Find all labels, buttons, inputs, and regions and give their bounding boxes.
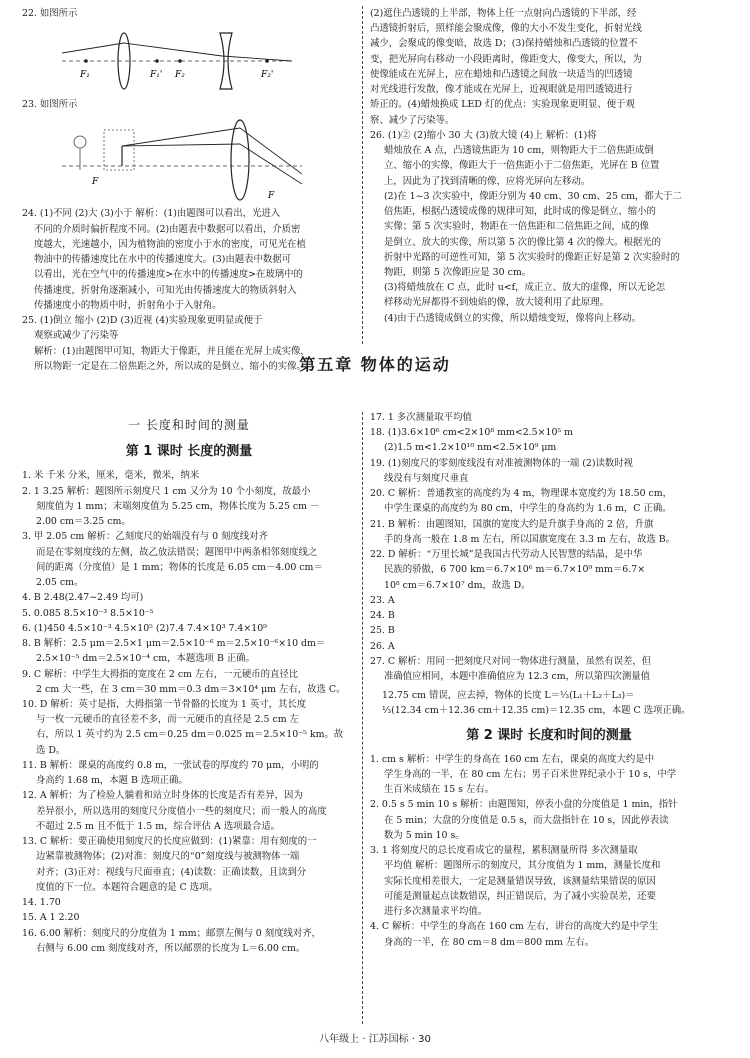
q22-label: 22. 如图所示 <box>22 8 78 19</box>
answer-line: 身高约 1.68 m，本题 B 选项正确。 <box>36 775 188 787</box>
answer-line: 度值的下一位。本题符合题意的是 C 选项。 <box>36 881 218 893</box>
answer-line: 26. A <box>370 640 395 652</box>
answer-line: 而是在零刻度线的左侧，故乙放法错误；题图甲中两条相邻刻度线之 <box>36 546 318 558</box>
f1-prime-label: F₁' <box>150 70 163 81</box>
answer-line: 2. 1 3.25 解析：题图所示刻度尺 1 cm 又分为 10 个小刻度，故最小 <box>22 485 311 497</box>
answer-line: 13. C 解析：要正确使用刻度尺的长度应做到：(1)紧靠：用有刻度的一 <box>22 836 317 848</box>
q24-line: 不同的介质时偏折程度不同。(2)由题表中数据可以看出，介质密 <box>34 223 301 235</box>
answer-line: 19. (1)刻度尺的零刻度线没有对准被测物体的一端 (2)读数时视 <box>370 457 634 469</box>
lesson-2-title: 第 2 课时 长度和时间的测量 <box>466 727 632 743</box>
answer-line: 4. B 2.48(2.47~2.49 均可) <box>22 592 144 604</box>
answer-line: 14. 1.70 <box>22 897 61 909</box>
answer-line: 16. 6.00 解析：刻度尺的分度值为 1 mm；邮票左侧与 0 刻度线对齐， <box>22 927 321 939</box>
cont-line: 对光线进行发散，像才能成在光屏上，近视眼就是用凹透镜进行 <box>370 84 633 96</box>
answer-line: 身高的一半，在 80 cm＝8 dm＝800 mm 左右。 <box>384 936 595 948</box>
q26-line: 倍焦距，根据凸透镜成像的规律可知，此时成的像是倒立、缩小的 <box>384 206 656 218</box>
answer-line: 可能是测量起点读数错误，纠正错误后，为了减小实验误差，还要 <box>384 890 656 902</box>
top-right-column <box>370 6 728 326</box>
section-title: 一 长度和时间的测量 <box>128 418 250 432</box>
answer-line: 17. 1 多次测量取平均值 <box>370 412 472 423</box>
q26-line: (4)由于凸透镜成倒立的实像，所以蜡烛变短，像将向上移动。 <box>384 312 642 324</box>
answer-line: 数为 5 min 10 s。 <box>384 829 465 841</box>
column-divider-bottom <box>362 412 363 1024</box>
q26-line: 立、缩小的实像，像距大于一倍焦距小于二倍焦距，光屏在 B 位置 <box>384 160 660 172</box>
answer-line: 1. cm s 解析：中学生的身高在 160 cm 左右，课桌的高度大约是中 <box>370 753 655 765</box>
f-right-label: F <box>268 191 275 202</box>
q26-line: 折射中光路的可逆性可知，第 5 次实验时的像距正好是第 2 次实验时的 <box>384 251 680 263</box>
top-left-column <box>22 6 356 374</box>
column-divider-top <box>362 6 363 344</box>
answer-line: 2.5×10⁻⁵ dm＝2.5×10⁻⁴ cm，本题选项 B 正确。 <box>36 653 256 665</box>
answer-line: 学生身高的一半，在 80 cm 左右；男子百米世界纪录小于 10 s，中学 <box>384 768 677 780</box>
answer-line: 手的身高一般在 1.8 m 左右，所以国旗宽度在 3.3 m 左右，故选 B。 <box>384 533 675 545</box>
answer-line: 线没有与刻度尺垂直 <box>384 472 469 484</box>
chapter-title: 第五章 物体的运动 <box>299 355 451 374</box>
q26-line: 实像；第 5 次实验时，物距在一倍焦距和二倍焦距之间，成的像 <box>384 221 650 233</box>
lesson-1-answers <box>22 468 356 956</box>
q23-eye-lens-diagram <box>62 114 302 202</box>
answer-line: 选 D。 <box>36 744 66 756</box>
cont-line: 减少，会聚成的像变暗，故选 D；(3)保持蜡烛和凸透镜的位置不 <box>370 38 638 50</box>
page-footer: 八年级上 · 江苏国标 · 30 <box>319 1034 431 1045</box>
f1-label: F₁ <box>80 70 90 81</box>
cont-line: 矫正的。(4)蜡烛换成 LED 灯的优点：实验现象更明显、便于观 <box>370 99 635 111</box>
f2-prime-label: F₂' <box>261 70 274 81</box>
answer-line: 9. C 解析：中学生大拇指的宽度在 2 cm 左右，一元硬币的直径比 <box>22 668 299 680</box>
cont-line: 凸透镜折射后，照样能会聚成像，像的大小不发生变化，折射光线 <box>370 23 642 35</box>
q23-label: 23. 如图所示 <box>22 99 78 111</box>
answer-line: 18. (1)3.6×10⁶ cm<2×10⁸ mm<2.5×10⁵ m <box>370 427 574 439</box>
cont-line: 使像能成在光屏上，应在蜡烛和凸透镜之间放一块适当的凹透镜 <box>370 68 633 80</box>
q26-line: 样移动光屏都得不到烛焰的像，放大镜利用了此原理。 <box>384 297 610 309</box>
bottom-left-column <box>22 414 356 956</box>
answer-line: 不超过 2.5 m 且不低于 1.5 m，综合评估 A 选项最合适。 <box>36 820 280 832</box>
q24-line: 以看出，光在空气中的传播速度>在水中的传播速度>在玻璃中的 <box>34 269 303 281</box>
answer-line: 对齐；(3)正对：视线与尺面垂直；(4)读数：正确读数，且读到分 <box>36 866 307 878</box>
q27-formula-line-2: ⅓(12.34 cm＋12.36 cm＋12.35 cm)＝12.35 cm，本题 C 选项正确。 <box>382 705 691 717</box>
q26-line: 26. (1)② (2)缩小 30 大 (3)放大镜 (4)上 解析：(1)将 <box>370 129 597 141</box>
answer-line: 2.05 cm。 <box>36 577 84 589</box>
answer-line: 边紧靠被测物体；(2)对准：刻度尺的“0”刻度线与被测物体一端 <box>36 851 300 863</box>
answer-line: 5. 0.085 8.5×10⁻³ 8.5×10⁻⁵ <box>22 607 154 619</box>
answer-line: 与一枚一元硬币的直径差不多，而一元硬币的直径是 2.5 cm 左 <box>36 714 299 726</box>
q26-line: 上，因此为了找到清晰的像，应将光屏向左移动。 <box>384 175 591 187</box>
q24-line: 物油中的传播速度比在水中的传播速度大。(3)由题表中数据可 <box>34 254 292 266</box>
answer-line: 12. A 解析：为了检验人躺着和站立时身体的长度是否有差异，因为 <box>22 790 303 802</box>
answer-line: 20. C 解析：普通教室的高度约为 4 m，物理课本宽度约为 18.50 cm， <box>370 488 673 500</box>
answer-line: 在 5 min；大盘的分度值是 0.5 s，而大盘指针在 10 s，因此停表读 <box>384 814 669 826</box>
answer-line: 中学生课桌的高度约为 80 cm，中学生的身高约为 1.6 m，C 正确。 <box>384 503 672 515</box>
q24-line: 传播速度，折射角逐渐减小，可知光由传播速度大的物质斜射入 <box>34 284 297 296</box>
answer-line: 差异很小，所以选用的刻度尺分度值小一些的刻度尺；而一般人的高度 <box>36 805 327 817</box>
answer-line: 平均值 解析：题图所示的刻度尺，其分度值为 1 mm，测量长度和 <box>384 860 661 872</box>
answer-line: 实际长度相差很大，一定是测量错误导致，该测量结果错误的原因 <box>384 875 656 887</box>
q26-line: 物距，则第 5 次像距应是 30 cm。 <box>384 266 532 278</box>
answer-line: 21. B 解析：由题图知，国旗的宽度大约是升旗手身高的 2 倍，升旗 <box>370 518 654 530</box>
answer-line: 右，所以 1 英寸约为 2.5 cm＝0.25 dm＝0.025 m＝2.5×10⁻⁵ km。故 <box>36 729 344 741</box>
bottom-right-column <box>370 410 728 950</box>
q26-line: (2)在 1~3 次实验中，像距分别为 40 cm、30 cm、25 cm，都大于二 <box>384 190 682 202</box>
q26-line: 是倒立、放大的实像，所以第 5 次的像比第 4 次的像大。根据光的 <box>384 236 661 248</box>
answer-line: 3. 甲 2.05 cm 解析：乙刻度尺的始端没有与 0 刻度线对齐 <box>22 531 268 543</box>
answer-line: 2.00 cm＝3.25 cm。 <box>36 516 131 528</box>
q25-line: 解析：(1)由题图甲可知，物距大于像距，并且能在光屏上成实像， <box>34 345 310 357</box>
answer-line: 生百米成绩在 15 s 左右。 <box>384 784 495 796</box>
answer-line: 进行多次测量求平均值。 <box>384 906 488 918</box>
q24-answer <box>22 206 356 313</box>
cont-line: 察、减少了污染等。 <box>370 114 455 126</box>
answer-line: 4. C 解析：中学生的身高在 160 cm 左右，讲台的高度大约是中学生 <box>370 921 659 933</box>
f-left-label: F <box>92 177 99 188</box>
answer-line: 刻度值为 1 mm；末端刻度值为 5.25 cm，物体长度为 5.25 cm － <box>36 500 320 512</box>
answer-line: 23. A <box>370 594 395 606</box>
answer-line: 10⁸ cm＝6.7×10⁷ dm，故选 D。 <box>384 579 531 591</box>
q24-line: 度越大，光速越小，因为植物油的密度小于水的密度，可见光在植 <box>34 238 306 250</box>
cont-line: (2)遮住凸透镜的上半部，物体上任一点射向凸透镜的下半部，经 <box>370 8 637 19</box>
q25-continuation <box>370 6 728 128</box>
answer-line: 15. A 1 2.20 <box>22 912 80 924</box>
lesson-2-answers <box>370 752 728 950</box>
q22-lens-diagram <box>62 23 292 93</box>
q27-formula-line-1: 12.75 cm 错误，应去掉，物体的长度 L＝⅓(L₁＋L₂＋L₃)＝ <box>382 690 635 702</box>
answer-line: 22. D 解析：“万里长城”是我国古代劳动人民智慧的结晶，是中华 <box>370 549 643 561</box>
answer-line: 1. 米 千米 分米，厘米，毫米，微米，纳米 <box>22 470 200 482</box>
answer-line: 间的距离（分度值）是 1 mm；物体的长度是 6.05 cm－4.00 cm＝ <box>36 561 323 573</box>
q24-line: 24. (1)不同 (2)大 (3)小于 解析：(1)由题图可以看出，光进入 <box>22 208 281 220</box>
lesson-1-answers-continued <box>370 410 728 684</box>
answer-line: 8. B 解析：2.5 μm＝2.5×1 μm＝2.5×10⁻⁶ m＝2.5×10⁻⁶×10 dm＝ <box>22 638 326 650</box>
q25-line: 25. (1)倒立 缩小 (2)D (3)近视 (4)实验现象更明显或便于 <box>22 315 263 327</box>
answer-line: 2 cm 大一些，在 3 cm＝30 mm＝0.3 dm＝3×10⁴ μm 左右，故选 C。 <box>36 683 346 695</box>
answer-line: 右侧与 6.00 cm 刻度线对齐，所以邮票的长度为 L＝6.00 cm。 <box>36 942 306 954</box>
answer-line: 民族的骄傲，6 700 km＝6.7×10⁶ m＝6.7×10⁹ mm＝6.7× <box>384 564 646 576</box>
cont-line: 变，把光屏向右移动一小段距离时，像距变大，像变大，所以，为 <box>370 53 642 65</box>
answer-line: 10. D 解析：英寸是指，大拇指第一节骨骼的长度为 1 英寸，其长度 <box>22 699 307 710</box>
f2-label: F₂ <box>175 70 185 81</box>
q26-answer <box>370 128 728 326</box>
q24-line: 传播速度小的物质中时，折射角小于入射角。 <box>34 299 222 311</box>
q25-line: 所以物距一定是在二倍焦距之外，所以成的是倒立、缩小的实像。 <box>34 360 306 372</box>
q26-line: (3)将蜡烛放在 C 点，此时 u<f，成正立、放大的虚像，所以无论怎 <box>384 282 666 294</box>
answer-line: 25. B <box>370 625 395 637</box>
answer-line: 27. C 解析：用同一把刻度尺对同一物体进行测量，虽然有误差，但 <box>370 655 652 667</box>
answer-line: 准确值应相同，本题中准确值应为 12.3 cm，所以第四次测量值 <box>384 670 650 682</box>
lesson-1-title: 第 1 课时 长度的测量 <box>125 444 253 460</box>
answer-line: 3. 1 将刻度尺的总长度看成它的量程，累积测量所得 多次测量取 <box>370 845 638 857</box>
answer-line: 11. B 解析：课桌的高度约 0.8 m，一张试卷的厚度约 70 μm，小明的 <box>22 759 319 771</box>
q26-line: 蜡烛放在 A 点，凸透镜焦距为 10 cm，则物距大于二倍焦距成倒 <box>384 145 654 157</box>
q25-line: 观察或减少了污染等 <box>34 330 119 342</box>
answer-line: 2. 0.5 s 5 min 10 s 解析：由题图知，停表小盘的分度值是 1 min，指针 <box>370 799 678 811</box>
answer-line: 24. B <box>370 610 395 622</box>
answer-line: (2)1.5 m<1.2×10¹⁰ nm<2.5×10⁹ μm <box>384 442 557 454</box>
answer-line: 6. (1)450 4.5×10⁻³ 4.5×10⁵ (2)7.4 7.4×10³ 7.4×10⁹ <box>22 622 267 634</box>
